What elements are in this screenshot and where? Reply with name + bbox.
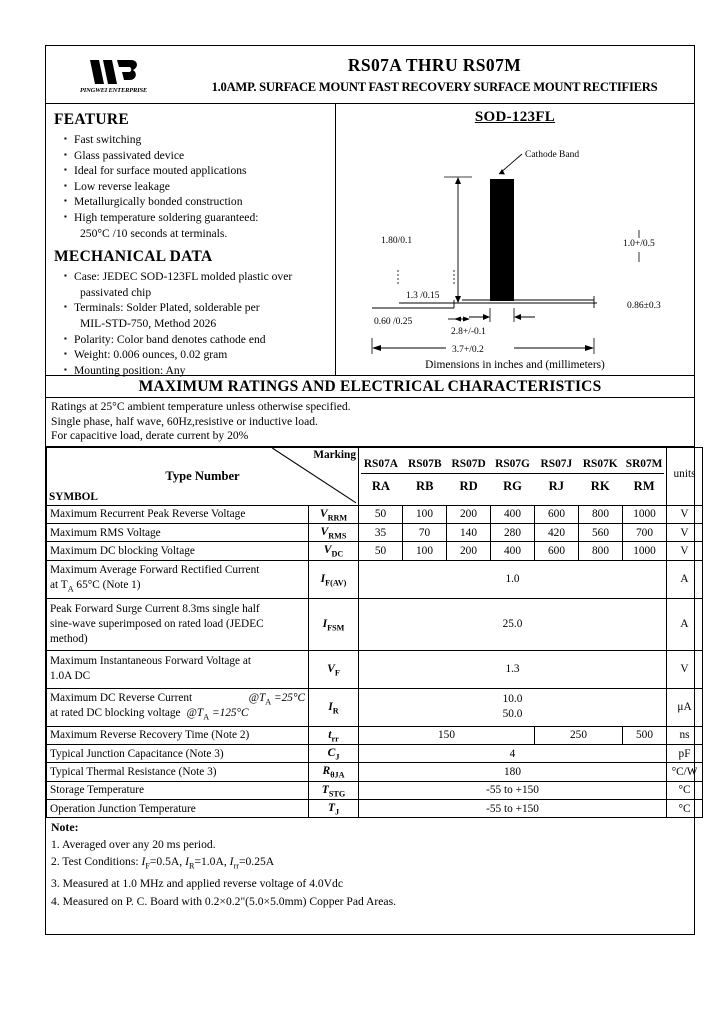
cell-unit: V [667, 650, 703, 688]
type-number-label: Type Number [165, 468, 240, 483]
feature-text: Metallurgically bonded construction [74, 195, 243, 209]
part-number: RS07D [451, 457, 486, 470]
row-symbol [309, 799, 359, 817]
cell-value: 560 [579, 524, 623, 542]
units-header: units [667, 447, 703, 505]
row-label-line: 1.0A DC [50, 670, 91, 683]
cell-value: 420 [535, 524, 579, 542]
row-label-line: Maximum Instantaneous Forward Voltage at [50, 655, 252, 668]
dim-bottom-label: 3.7+/0.2 [452, 345, 484, 355]
mechanical-text: Mounting position: Any [74, 363, 186, 377]
table-row [47, 598, 703, 650]
symbol-sub: DC [331, 549, 344, 559]
list-item [64, 300, 327, 331]
list-item [64, 148, 327, 164]
dim-right-bottom-label: 0.86±0.3 [627, 301, 661, 311]
cell-value: 1000 [623, 505, 667, 523]
part-number: RS07K [582, 457, 618, 470]
company-logo [46, 46, 181, 103]
list-item [64, 363, 327, 379]
row-symbol [309, 542, 359, 560]
row-symbol [309, 763, 359, 781]
feature-text-cont: 250°C /10 seconds at terminals. [80, 226, 228, 240]
marking-code: RJ [548, 478, 565, 493]
page-header [46, 46, 694, 104]
row-label-line: Maximum DC Reverse Current $@T_A =25^\circ C$ [50, 691, 305, 706]
cell-value-group [359, 688, 667, 726]
symbol-sub: J [335, 807, 340, 817]
cell-value: 150 [359, 726, 535, 744]
part-number: RS07G [495, 457, 530, 470]
table-row [47, 688, 703, 726]
title-block [181, 46, 694, 103]
table-row [47, 524, 703, 542]
cell-value: 180 [359, 763, 667, 781]
cell-value: 600 [535, 542, 579, 560]
marking-code: RG [503, 478, 522, 493]
list-item [64, 347, 327, 363]
table-row [47, 781, 703, 799]
row-label-line: method) [50, 632, 88, 645]
note-symbol: $I_{rr}$ [229, 855, 239, 871]
symbol-main: V [323, 543, 332, 557]
dim-mid-label: 1.3 /0.15 [406, 291, 440, 301]
symbol-main: R [322, 764, 331, 778]
symbol-main: I [328, 699, 333, 713]
mechanical-text: Terminals: Solder Plated, solderable per [74, 301, 260, 315]
cell-unit: pF [667, 745, 703, 763]
cell-value: 1.0 [359, 560, 667, 598]
cell-value: 1000 [623, 542, 667, 560]
test-condition: $@T_A =125^\circ C$ [186, 706, 249, 721]
cell-value: 1.3 [359, 650, 667, 688]
table-row [47, 745, 703, 763]
mechanical-text: Polarity: Color band denotes cathode end [74, 332, 266, 346]
row-symbol [309, 650, 359, 688]
row-label [47, 650, 309, 688]
row-label: Maximum DC blocking Voltage [47, 542, 309, 560]
cell-value: 10.0 [502, 692, 523, 705]
package-footnote: Dimensions in inches and (millimeters) [425, 359, 605, 371]
row-symbol [309, 560, 359, 598]
cell-value: 400 [491, 542, 535, 560]
feature-text: High temperature soldering guaranteed: [74, 210, 259, 224]
cell-value: 50 [359, 505, 403, 523]
cell-unit: V [667, 505, 703, 523]
cell-value: 100 [403, 542, 447, 560]
package-column [336, 104, 694, 375]
row-label: Storage Temperature [47, 781, 309, 799]
table-row [47, 650, 703, 688]
symbol-sub: RMS [328, 531, 347, 541]
cathode-band-label: Cathode Band [525, 150, 580, 160]
list-item [64, 132, 327, 148]
cell-value: 800 [579, 505, 623, 523]
table-row [47, 505, 703, 523]
cell-unit: ns [667, 726, 703, 744]
table-row [47, 726, 703, 744]
cell-unit: V [667, 524, 703, 542]
symbol-main: V [319, 506, 328, 520]
cell-value: 100 [403, 505, 447, 523]
note-line: 2. Test Conditions: $I_F=0.5A$, $I_R=1.0A$, $I_{rr}=0.25A$ [51, 855, 275, 871]
cell-value: 35 [359, 524, 403, 542]
symbol-sub: F [334, 667, 340, 677]
row-symbol [309, 726, 359, 744]
cell-value: 4 [359, 745, 667, 763]
feature-list [54, 132, 327, 241]
cell-value: 70 [403, 524, 447, 542]
cell-unit: °C [667, 781, 703, 799]
cell-value: 700 [623, 524, 667, 542]
cell-value: 140 [447, 524, 491, 542]
row-label-line: sine-wave superimposed on rated load (JEDEC [50, 617, 264, 630]
cell-unit: A [667, 560, 703, 598]
row-label-line: at rated DC blocking voltage $@T_A =125^\circ C$ [50, 706, 305, 721]
feature-text: Glass passivated device [74, 148, 185, 162]
symbol-label: SYMBOL [49, 490, 98, 503]
ratings-condition-line: For capacitive load, derate current by 20% [51, 429, 249, 443]
logo-wordmark: PINGWEI ENTERPRISE [79, 86, 147, 94]
row-label-line: Peak Forward Surge Current 8.3ms single half [50, 602, 260, 615]
notes-section [46, 818, 694, 910]
cell-unit: μA [667, 688, 703, 726]
list-item [64, 194, 327, 210]
feature-text: Low reverse leakage [74, 179, 170, 193]
marking-code: RB [416, 478, 434, 493]
mechanical-text-cont: passivated chip [80, 285, 152, 299]
feature-heading: FEATURE [54, 111, 130, 128]
part-number-header-group [359, 447, 667, 505]
marking-label: Marking [313, 448, 356, 461]
dim-width-top-label: 2.8+/-0.1 [451, 327, 486, 337]
symbol-sub: rr [331, 734, 339, 744]
part-number: SR07M [625, 457, 663, 470]
symbol-main: C [327, 746, 336, 760]
symbol-main: I [322, 616, 328, 630]
row-label [47, 560, 309, 598]
cell-unit: V [667, 542, 703, 560]
specifications-table [46, 447, 703, 819]
cell-value: 50.0 [502, 708, 523, 721]
symbol-sub: J [335, 752, 340, 762]
note-symbol: $I_R$ [185, 855, 195, 871]
row-label-line: at $T_A$ 65°C (Note 1) [50, 578, 141, 593]
dim-bottom-left-label: 0.60 /0.25 [374, 317, 413, 327]
note-symbol: $I_F$ [141, 855, 150, 871]
ratings-condition-line: Ratings at 25°C ambient temperature unless otherwise specified. [51, 400, 351, 413]
list-item [64, 210, 327, 241]
pingwei-logo-icon [88, 58, 140, 86]
row-label: Maximum RMS Voltage [47, 524, 309, 542]
note-line: 1. Averaged over any 20 ms period. [51, 837, 216, 851]
row-label: Operation Junction Temperature [47, 799, 309, 817]
cell-unit: °C/W [667, 763, 703, 781]
row-label-line: Maximum Average Forward Rectified Current [50, 563, 260, 576]
row-label: Maximum Recurrent Peak Reverse Voltage [47, 505, 309, 523]
symbol-main: V [320, 525, 329, 539]
symbol-sub: R [332, 705, 339, 715]
symbol-main: T [327, 800, 335, 814]
row-label: Typical Junction Capacitance (Note 3) [47, 745, 309, 763]
feature-package-section [46, 104, 694, 376]
cell-value: 250 [535, 726, 623, 744]
cell-value: 600 [535, 505, 579, 523]
symbol-main: t [328, 727, 332, 741]
row-symbol [309, 598, 359, 650]
row-symbol [309, 781, 359, 799]
table-row [47, 542, 703, 560]
datasheet-page [45, 45, 698, 935]
cell-value: -55 to +150 [359, 781, 667, 799]
ratings-conditions [46, 398, 694, 447]
marking-code: RA [371, 478, 391, 493]
symbol-sub: F(AV) [325, 577, 347, 587]
list-item [64, 332, 327, 348]
marking-code: RM [633, 478, 655, 493]
symbol-sub: θJA [330, 770, 345, 780]
marking-code: RD [459, 478, 478, 493]
feature-text: Ideal for surface mouted applications [74, 164, 247, 178]
row-label [47, 598, 309, 650]
table-row [47, 560, 703, 598]
mechanical-text-cont: MIL-STD-750, Method 2026 [80, 316, 217, 330]
table-header-row [47, 447, 703, 505]
page-subtitle: 1.0AMP. SURFACE MOUNT FAST RECOVERY SURFACE MOUNT RECTIFIERS [211, 79, 658, 94]
symbol-main: T [321, 782, 329, 796]
part-number: RS07J [540, 457, 573, 470]
dim-right-top-label: 1.0+/0.5 [623, 239, 655, 249]
cell-value: 280 [491, 524, 535, 542]
row-symbol [309, 745, 359, 763]
symbol-sub: STG [328, 788, 346, 798]
cell-value: 800 [579, 542, 623, 560]
symbol-main: V [327, 661, 335, 675]
mechanical-heading: MECHANICAL DATA [54, 248, 213, 266]
symbol-main: I [320, 571, 326, 585]
symbol-sub: RRM [327, 513, 348, 523]
note-line: 3. Measured at 1.0 MHz and applied reverse voltage of 4.0Vdc [51, 877, 344, 891]
row-label: Maximum Reverse Recovery Time (Note 2) [47, 726, 309, 744]
cell-unit: A [667, 598, 703, 650]
table-row [47, 799, 703, 817]
row-symbol [309, 505, 359, 523]
test-condition: $@T_A =25^\circ C$ [248, 691, 305, 706]
row-label [47, 688, 309, 726]
ratings-heading: MAXIMUM RATINGS AND ELECTRICAL CHARACTERISTICS [46, 376, 694, 398]
part-number: RS07B [408, 457, 442, 470]
cell-value: 200 [447, 505, 491, 523]
ratings-condition-line: Single phase, half wave, 60Hz,resistive or inductive load. [51, 414, 318, 428]
mechanical-list [54, 269, 327, 378]
mechanical-text: Case: JEDEC SOD-123FL molded plastic over [74, 270, 293, 284]
cell-unit: °C [667, 799, 703, 817]
symbol-sub: FSM [327, 622, 345, 632]
feature-column [46, 104, 336, 375]
cell-value: 500 [623, 726, 667, 744]
cell-value: 200 [447, 542, 491, 560]
part-number-row [359, 456, 666, 473]
row-symbol [309, 688, 359, 726]
list-item [64, 179, 327, 195]
mechanical-text: Weight: 0.006 ounces, 0.02 gram [74, 348, 228, 362]
dim-height-label: 1.80/0.1 [381, 236, 413, 246]
cell-value: 50 [359, 542, 403, 560]
notes-heading: Note: [51, 820, 79, 835]
feature-text: Fast switching [74, 133, 142, 146]
package-title: SOD-123FL [474, 109, 556, 125]
page-title: RS07A THRU RS07M [347, 54, 522, 75]
cell-value: 400 [491, 505, 535, 523]
cell-value: 25.0 [359, 598, 667, 650]
table-row [47, 763, 703, 781]
note-line: 4. Measured on P. C. Board with 0.2×0.2"(5.0×5.0mm) Copper Pad Areas. [51, 894, 396, 908]
package-bottom-drawing [336, 256, 688, 371]
list-item [64, 269, 327, 300]
cell-value: -55 to +150 [359, 799, 667, 817]
part-number: RS07A [363, 457, 399, 470]
row-symbol [309, 524, 359, 542]
marking-code: RK [590, 478, 610, 493]
row-label: Typical Thermal Resistance (Note 3) [47, 763, 309, 781]
marking-row [359, 474, 666, 497]
table-corner-cell [47, 447, 359, 505]
list-item [64, 163, 327, 179]
